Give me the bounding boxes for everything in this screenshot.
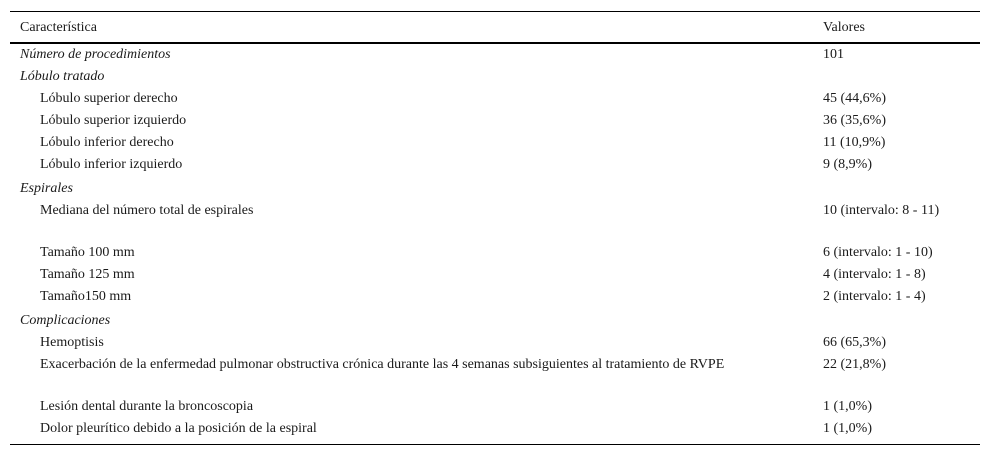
row-label: Lóbulo inferior derecho [40,135,174,150]
row-value: 6 (intervalo: 1 - 10) [823,245,933,260]
row-value: 1 (1,0%) [823,399,872,414]
row-label: Lesión dental durante la broncoscopia [40,399,254,414]
row-label: Dolor pleurítico debido a la posición de la espiral [40,421,317,436]
row-label: Tamaño150 mm [40,289,132,304]
table-bottom-rule [10,444,980,445]
row-value: 10 (intervalo: 8 - 11) [823,203,940,218]
section-label: Lóbulo tratado [20,69,105,84]
row-label: Hemoptisis [40,335,104,350]
table-header-rule [10,42,980,44]
row-value: 9 (8,9%) [823,157,872,172]
row-label: Número de procedimientos [20,47,171,62]
row-value: 1 (1,0%) [823,421,872,436]
row-label: Lóbulo superior derecho [40,91,178,106]
section-label: Complicaciones [20,313,111,328]
row-label: Tamaño 100 mm [40,245,135,260]
table-top-rule [10,11,980,12]
row-label: Lóbulo superior izquierdo [40,113,187,128]
row-value: 22 (21,8%) [823,357,886,372]
header-values: Valores [823,20,865,35]
row-label: Exacerbación de la enfermedad pulmonar obstructiva crónica durante las 4 semanas subsiguientes al tratamiento de RVPE [40,357,725,372]
header-characteristic: Característica [20,20,97,35]
row-label: Mediana del número total de espirales [40,203,254,218]
row-label: Tamaño 125 mm [40,267,135,282]
row-value: 11 (10,9%) [823,135,886,150]
row-label: Lóbulo inferior izquierdo [40,157,183,172]
row-value: 101 [823,47,844,62]
section-label: Espirales [20,181,73,196]
row-value: 2 (intervalo: 1 - 4) [823,289,926,304]
row-value: 45 (44,6%) [823,91,886,106]
row-value: 36 (35,6%) [823,113,886,128]
row-value: 66 (65,3%) [823,335,886,350]
row-value: 4 (intervalo: 1 - 8) [823,267,926,282]
